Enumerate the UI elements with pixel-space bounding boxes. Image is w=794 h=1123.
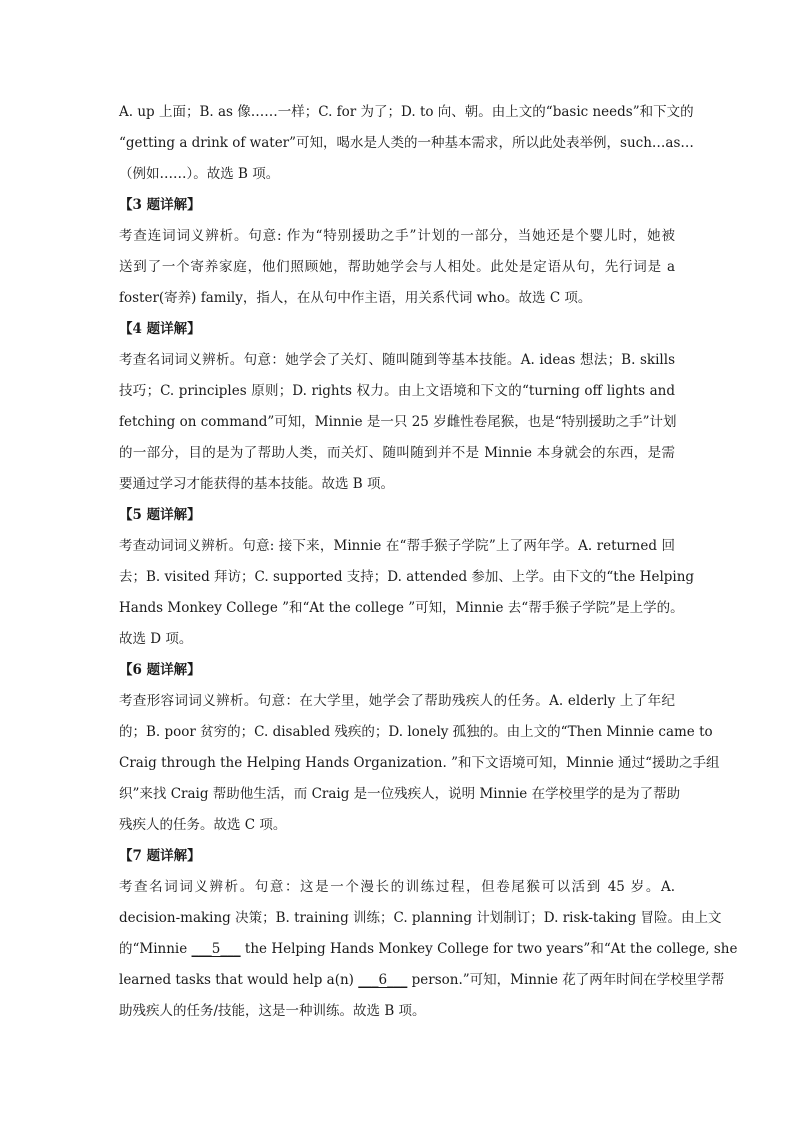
intro-line-3: （例如……）。故选 B 项。 <box>119 166 280 182</box>
line-text: person.”可知，Minnie 花了两年时间在学校里学帮 <box>407 972 725 988</box>
section-line: 残疾人的任务。故选 C 项。 <box>119 817 287 833</box>
intro-line-2: “getting a drink of water”可知，喝水是人类的一种基本需求，所以此处表举例，such…as… <box>119 135 694 151</box>
section-q5 <box>119 500 695 655</box>
section-line: 技巧；C. principles 原则；D. rights 权力。由上文语境和下文的“turning off lights and <box>119 383 675 399</box>
section-heading: 【7 题详解】 <box>119 848 201 864</box>
section-line: decision-making 决策；B. training 训练；C. planning 计划制订；D. risk-taking 冒险。由上文 <box>119 910 722 926</box>
section-line: Hands Monkey College ”和“At the college ”可知，Minnie 去“帮手猴子学院”是上学的。 <box>119 600 684 616</box>
section-line: 的；B. poor 贫穷的；C. disabled 残疾的；D. lonely 孤独的。由上文的“Then Minnie came to <box>119 724 713 740</box>
section-q4 <box>119 314 675 500</box>
section-line: 送到了一个寄养家庭，他们照顾她，帮助她学会与人相处。此处是定语从句，先行词是 a <box>119 259 675 275</box>
section-q6 <box>119 655 720 841</box>
section-line: 考查连词词义辨析。句意: 作为“特别援助之手”计划的一部分，当她还是个婴儿时，她被 <box>119 228 675 244</box>
blank-6: ___6___ <box>358 972 408 988</box>
section-line: 要通过学习才能获得的基本技能。故选 B 项。 <box>119 476 395 492</box>
line-text: the Helping Hands Monkey College for two years”和“At the college, she <box>240 941 738 957</box>
line-text: learned tasks that would help a(n) <box>119 972 359 988</box>
section-line: foster(寄养) family，指人，在从句中作主语，用关系代词 who。故选 C 项。 <box>119 290 592 306</box>
section-line: Craig through the Helping Hands Organization. ”和下文语境可知，Minnie 通过“援助之手组 <box>119 755 720 771</box>
section-heading: 【5 题详解】 <box>119 507 201 523</box>
section-line: 织”来找 Craig 帮助他生活，而 Craig 是一位残疾人，说明 Minnie 在学校里学的是为了帮助 <box>119 786 681 802</box>
section-heading: 【3 题详解】 <box>119 197 201 213</box>
section-q7 <box>119 841 738 1027</box>
section-line: 故选 D 项。 <box>119 631 193 647</box>
section-line: 考查名词词义辨析。句意：她学会了关灯、随叫随到等基本技能。A. ideas 想法；B. skills <box>119 352 675 368</box>
section-line: 考查名词词义辨析。句意：这是一个漫长的训练过程，但卷尾猴可以活到 45 岁。A. <box>119 879 675 895</box>
section-line-with-blank <box>119 965 725 996</box>
section-line: 考查动词词义辨析。句意: 接下来，Minnie 在“帮手猴子学院”上了两年学。A. returned 回 <box>119 538 675 554</box>
section-q3 <box>119 190 675 314</box>
blank-5: ___5___ <box>191 941 241 957</box>
section-line: fetching on command”可知，Minnie 是一只 25 岁雌性卷尾猴，也是“特别援助之手”计划 <box>119 414 677 430</box>
section-line: 去；B. visited 拜访；C. supported 支持；D. attended 参加、上学。由下文的“the Helping <box>119 569 695 585</box>
section-line-with-blank <box>119 934 738 965</box>
intro-paragraph <box>119 97 694 190</box>
intro-line-1: A. up 上面；B. as 像……一样；C. for 为了；D. to 向、朝。由上文的“basic needs”和下文的 <box>119 104 694 120</box>
section-line: 考查形容词词义辨析。句意：在大学里，她学会了帮助残疾人的任务。A. elderly 上了年纪 <box>119 693 675 709</box>
line-text: 的“Minnie <box>119 941 192 957</box>
section-heading: 【4 题详解】 <box>119 321 201 337</box>
section-line: 的一部分，目的是为了帮助人类，而关灯、随叫随到并不是 Minnie 本身就会的东西，是需 <box>119 445 675 461</box>
section-line: 助残疾人的任务/技能，这是一种训练。故选 B 项。 <box>119 1003 426 1019</box>
document-page <box>119 97 738 1027</box>
section-heading: 【6 题详解】 <box>119 662 201 678</box>
